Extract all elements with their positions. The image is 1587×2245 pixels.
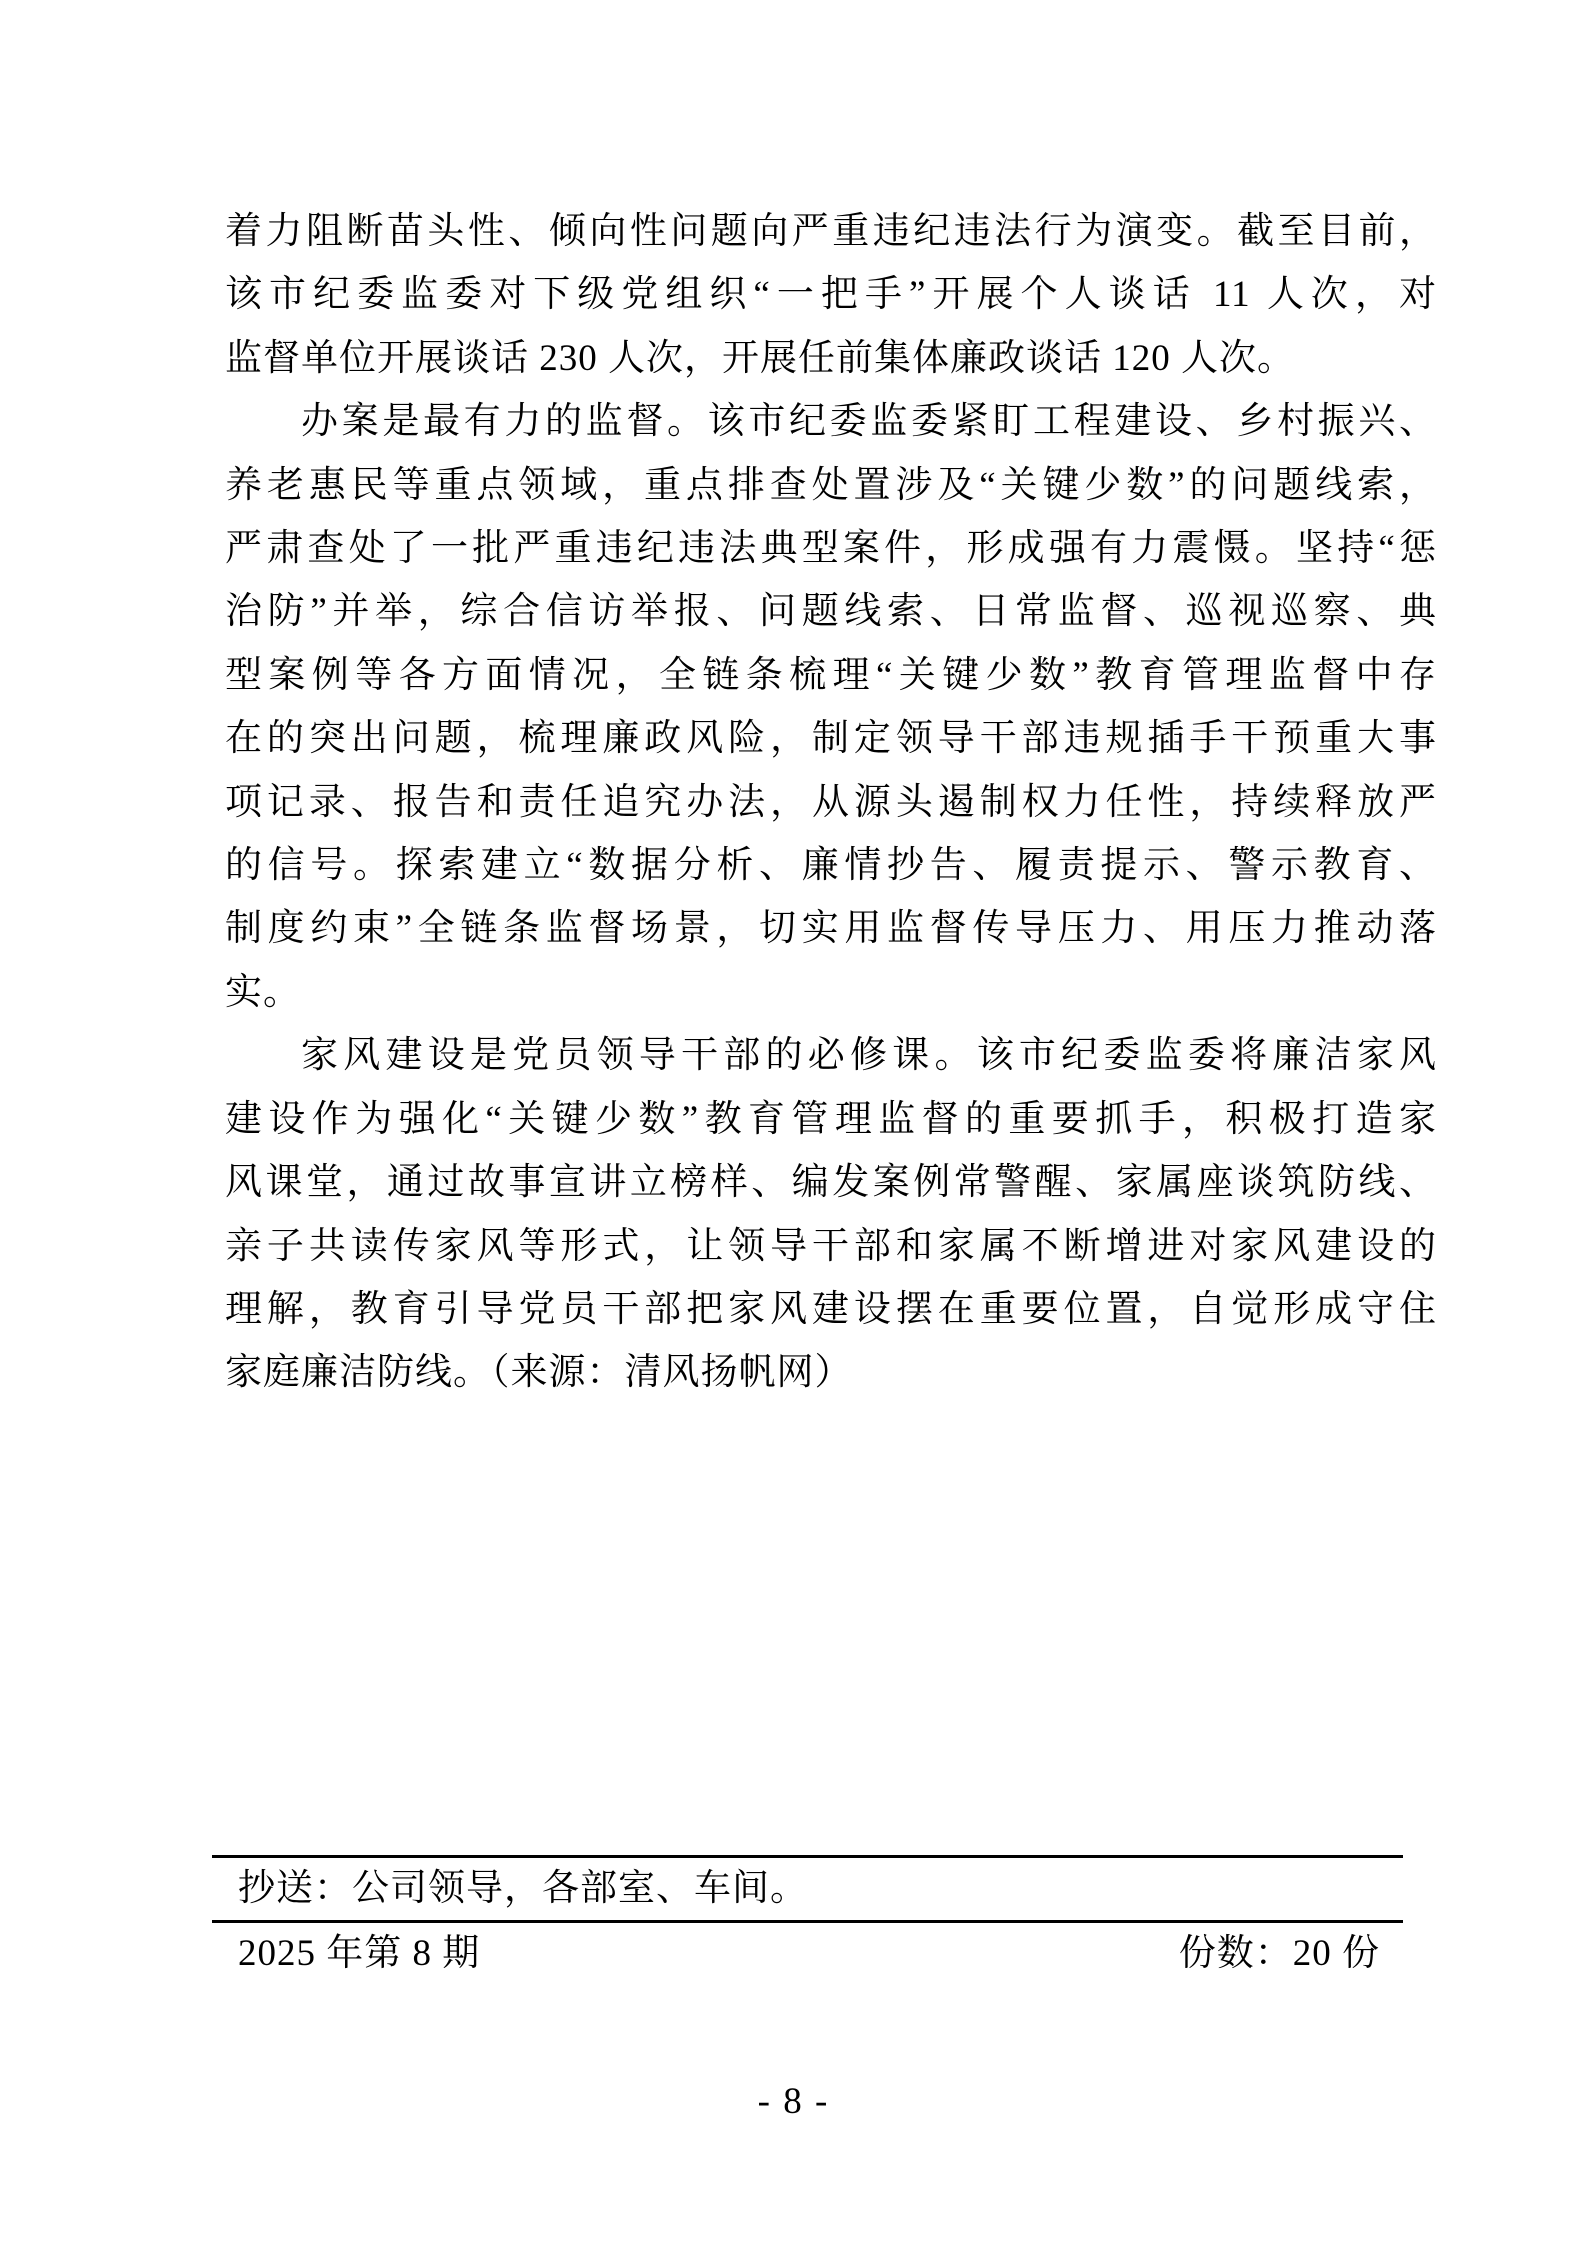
body-line: 着力阻断苗头性、倾向性问题向严重违纪违法行为演变。截至目前，: [225, 211, 1437, 252]
body-line: 该市纪委监委对下级党组织“一把手”开展个人谈话 11 人次，对: [225, 274, 1437, 316]
body-line: 型案例等各方面情况，全链条梳理“关键少数”教育管理监督中存: [225, 654, 1437, 696]
body-line: 严肃查处了一批严重违纪违法典型案件，形成强有力震慑。坚持“惩: [225, 528, 1437, 570]
body-line: 制度约束”全链条监督场景，切实用监督传导压力、用压力推动落: [225, 908, 1437, 950]
body-line: 监督单位开展谈话 230 人次，开展任前集体廉政谈话 120 人次。: [225, 337, 1295, 379]
body-line: 实。: [225, 971, 301, 1013]
body-line: 办案是最有力的监督。该市纪委监委紧盯工程建设、乡村振兴、: [301, 401, 1437, 443]
body-line: 治防”并举，综合信访举报、问题线索、日常监督、巡视巡察、典: [225, 591, 1437, 633]
body-line: 风课堂，通过故事宣讲立榜样、编发案例常警醒、家属座谈筑防线、: [225, 1162, 1437, 1204]
body-line: 在的突出问题，梳理廉政风险，制定领导干部违规插手干预重大事: [225, 718, 1437, 760]
body-line: 家风建设是党员领导干部的必修课。该市纪委监委将廉洁家风: [301, 1035, 1437, 1077]
body-line: 项记录、报告和责任追究办法，从源头遏制权力任性，持续释放严: [225, 781, 1437, 823]
footer-divider-bottom: [212, 1920, 1403, 1923]
page-number: - 8 -: [757, 2081, 830, 2122]
footer-copy-line: 抄送：公司领导，各部室、车间。: [238, 1868, 808, 1909]
body-line: 的信号。探索建立“数据分析、廉情抄告、履责提示、警示教育、: [225, 845, 1437, 887]
body-line: 亲子共读传家风等形式，让领导干部和家属不断增进对家风建设的: [225, 1225, 1437, 1267]
document-body: [225, 200, 1437, 1405]
body-line: 家庭廉洁防线。（来源：清风扬帆网）: [225, 1352, 853, 1394]
footer-copies-count: 份数：20 份: [1178, 1933, 1380, 1974]
body-line: 养老惠民等重点领域，重点排查处置涉及“关键少数”的问题线索，: [225, 464, 1437, 506]
body-line: 建设作为强化“关键少数”教育管理监督的重要抓手，积极打造家: [225, 1098, 1437, 1140]
footer-issue-number: 2025 年第 8 期: [238, 1933, 481, 1974]
footer-issue-row: [238, 1926, 1380, 1982]
body-line: 理解，教育引导党员干部把家风建设摆在重要位置，自觉形成守住: [225, 1288, 1437, 1330]
